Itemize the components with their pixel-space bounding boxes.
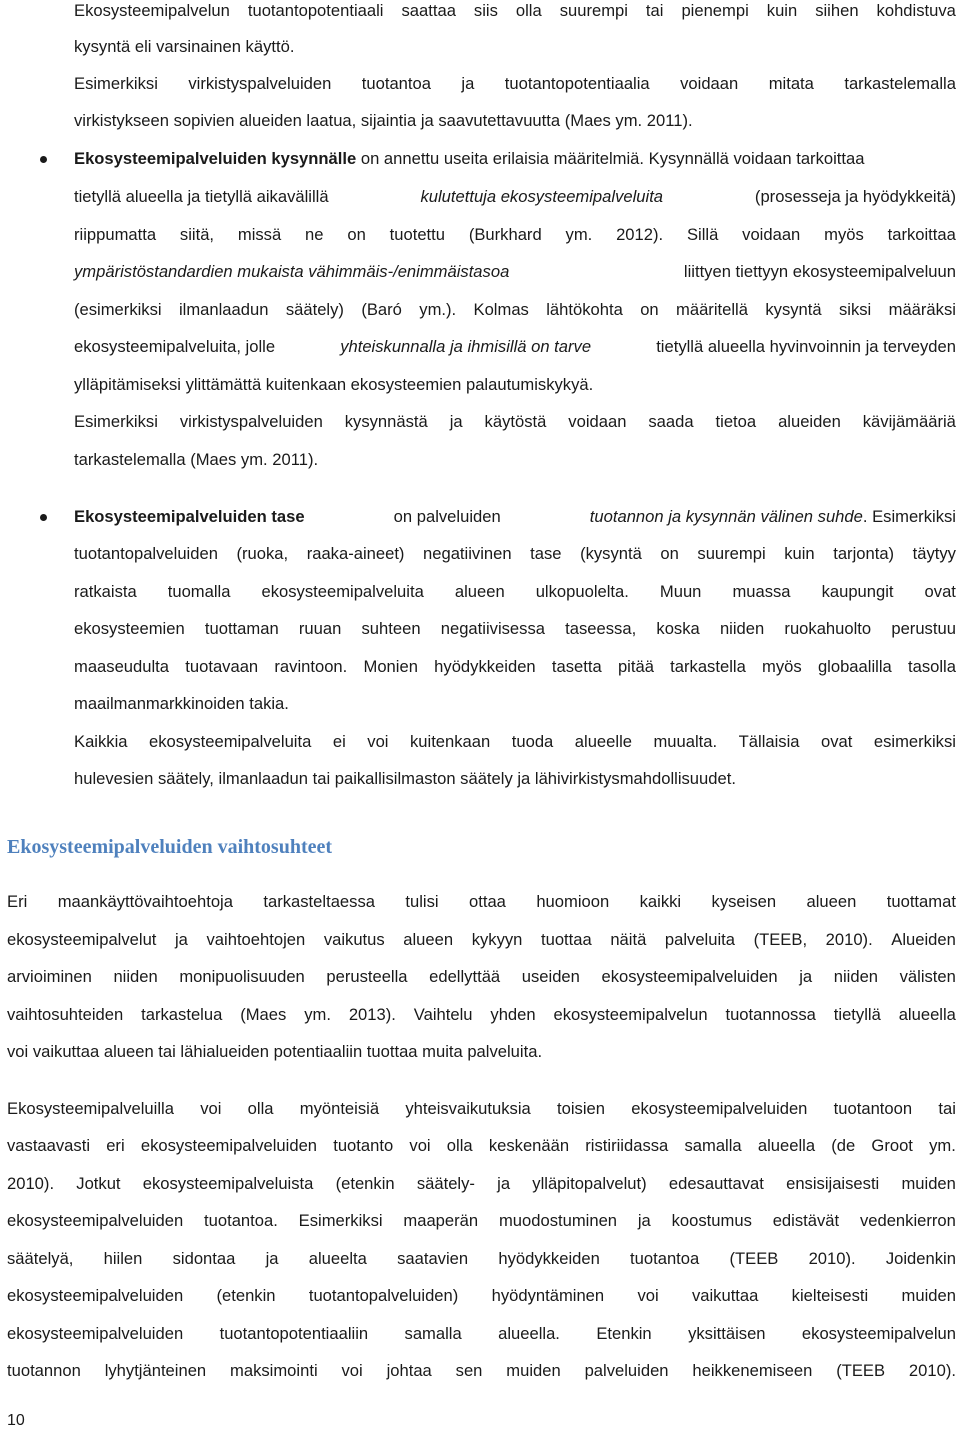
word: yhteisvaikutuksia — [405, 1099, 531, 1118]
word: saattaa — [401, 1, 456, 20]
word: (Burkhard — [468, 225, 542, 244]
word: missä — [237, 225, 282, 244]
word: (TEEB — [729, 1249, 779, 1268]
word: (Baró — [361, 300, 402, 319]
word: voidaan — [680, 74, 739, 93]
word: suurempi — [559, 1, 628, 20]
word: Alueiden — [891, 930, 956, 949]
word: ym. — [929, 1136, 956, 1155]
word: vastaavasti — [7, 1136, 91, 1155]
word: ilmanlaadun — [178, 300, 269, 319]
word: alueen — [806, 892, 857, 911]
word: ekosysteemipalveluiden — [601, 967, 778, 986]
word: vaikutus — [323, 930, 385, 949]
word: edellyttää — [429, 967, 501, 986]
word: alueelle — [574, 732, 632, 751]
word: kysyntä — [765, 300, 822, 319]
word: Esimerkiksi — [74, 74, 158, 93]
word: ym. — [304, 1005, 331, 1024]
word: siis — [473, 1, 498, 20]
word: tuotettu — [389, 225, 445, 244]
word: tuotantopotentiaalia — [504, 74, 650, 93]
section-heading: Ekosysteemipalveluiden vaihtosuhteet — [7, 836, 333, 858]
text-segment: tietyllä alueella ja tietyllä aikavälillä — [74, 187, 329, 206]
text-line — [7, 1360, 956, 1382]
text-segment: ekosysteemipalveluita, jolle — [74, 337, 276, 356]
text-line — [7, 966, 956, 988]
text-line: ylläpitämiseksi ylittämättä kuitenkaan ekosysteemien palautumiskykyä. — [74, 375, 594, 394]
word: tarkastelua — [141, 1005, 223, 1024]
word: ulkopuolelta. — [535, 582, 629, 601]
bullet-point — [40, 156, 47, 163]
bullet-text: on palveluiden — [393, 507, 501, 526]
word: on — [347, 225, 366, 244]
word: tietoa — [715, 412, 757, 431]
word: kielteisesti — [791, 1286, 869, 1305]
word: ekosysteemipalveluita — [261, 582, 424, 601]
word: ovat — [924, 582, 956, 601]
word: ekosysteemipalveluiden — [7, 1286, 184, 1305]
word: olla — [515, 1, 542, 20]
word: (kysyntä — [580, 544, 642, 563]
word: tarkastelemalla — [844, 74, 956, 93]
text-segment: liittyen tiettyyn ekosysteemipalveluun — [683, 262, 956, 281]
word: eri — [106, 1136, 125, 1155]
word: arvioiminen — [7, 967, 92, 986]
word: ne — [305, 225, 324, 244]
word: 2010). — [825, 930, 873, 949]
text-line: kysyntä eli varsinainen käyttö. — [74, 37, 295, 56]
word: ekosysteemipalvelun — [801, 1324, 956, 1343]
word: monipuolisuuden — [179, 967, 305, 986]
word: voi — [341, 1361, 363, 1380]
word: ottaa — [469, 892, 506, 911]
word: määräksi — [888, 300, 956, 319]
word: säätely) — [285, 300, 344, 319]
word: tuotantoon — [833, 1099, 913, 1118]
word: kävijämääriä — [862, 412, 956, 431]
word: ensisijaisesti — [786, 1174, 880, 1193]
word: sidontaa — [172, 1249, 236, 1268]
word: tarjonta) — [833, 544, 895, 563]
text-line — [74, 656, 956, 678]
word: Groot — [871, 1136, 913, 1155]
word: ekosysteemipalveluiden — [631, 1099, 808, 1118]
word: ravintoon. — [274, 657, 348, 676]
word: kuin — [784, 544, 815, 563]
word: voi — [637, 1286, 659, 1305]
word: tarkastella — [670, 657, 746, 676]
word: vedenkierron — [859, 1211, 956, 1230]
italic-term: ympäristöstandardien mukaista vähimmäis-/enimmäistasoa — [74, 262, 510, 281]
text-line — [74, 261, 956, 283]
word: tuotannon — [7, 1361, 81, 1380]
word: alueella — [898, 1005, 956, 1024]
word: ekosysteemipalvelut — [7, 930, 157, 949]
text-line — [74, 73, 956, 95]
word: välisten — [899, 967, 956, 986]
word: 2013). — [348, 1005, 396, 1024]
text-line: tarkastelemalla (Maes ym. 2011). — [74, 450, 319, 469]
word: mitata — [768, 74, 814, 93]
text-line: virkistykseen sopivien alueiden laatua, sijaintia ja saavutettavuutta (Maes ym. 2011). — [74, 111, 693, 130]
word: hiilen — [103, 1249, 143, 1268]
word: huomioon — [536, 892, 610, 911]
word: tarkoittaa — [887, 225, 956, 244]
word: (de — [831, 1136, 856, 1155]
word: siitä, — [179, 225, 215, 244]
text-line — [74, 731, 956, 753]
word: (TEEB — [836, 1361, 886, 1380]
word: riippumatta — [74, 225, 157, 244]
word: voi — [367, 732, 389, 751]
word: ristiriidassa — [585, 1136, 669, 1155]
word: tai — [645, 1, 664, 20]
word: keskenään — [488, 1136, 570, 1155]
word: (etenkin — [216, 1286, 276, 1305]
word: käytöstä — [484, 412, 547, 431]
text-line — [7, 891, 956, 913]
word: voidaan — [568, 412, 627, 431]
word: ylläpitopalvelut) — [532, 1174, 647, 1193]
word: vaihtoehtojen — [206, 930, 306, 949]
word: tarkasteltaessa — [263, 892, 375, 911]
word: pitää — [617, 657, 654, 676]
word: tulisi — [405, 892, 439, 911]
text-line: voi vaikuttaa alueen tai lähialueiden potentiaaliin tuottaa muita palveluita. — [7, 1042, 543, 1061]
word: muassa — [732, 582, 791, 601]
word: tuotantopotentiaaliin — [219, 1324, 369, 1343]
word: saatavien — [397, 1249, 469, 1268]
word: Kaikkia — [74, 732, 128, 751]
word: Jotkut — [76, 1174, 121, 1193]
bullet-point — [40, 514, 47, 521]
word: yksittäisen — [688, 1324, 766, 1343]
word: vaihtosuhteiden — [7, 1005, 124, 1024]
word: tuottaman — [204, 619, 279, 638]
word: sen — [455, 1361, 483, 1380]
bullet-term: Ekosysteemipalveluiden tase — [74, 507, 305, 526]
word: palveluiden — [584, 1361, 669, 1380]
word: Kolmas — [473, 300, 529, 319]
word: ekosysteemipalveluiden — [140, 1136, 318, 1155]
word: Monien — [363, 657, 418, 676]
text-line — [74, 336, 956, 358]
word: myös — [824, 225, 864, 244]
word: samalla — [684, 1136, 742, 1155]
word: säätely- — [416, 1174, 475, 1193]
word: alueen — [403, 930, 454, 949]
word: kyseisen — [711, 892, 777, 911]
word: (ruoka, — [236, 544, 289, 563]
word: (TEEB, — [753, 930, 808, 949]
word: yhden — [490, 1005, 536, 1024]
word: on — [640, 300, 659, 319]
word: suurempi — [697, 544, 766, 563]
word: tuotantoa — [630, 1249, 700, 1268]
word: ja — [461, 74, 475, 93]
word: lyhytjänteinen — [104, 1361, 207, 1380]
text-line — [74, 618, 956, 640]
text-line — [74, 0, 956, 22]
word: esimerkiksi — [873, 732, 956, 751]
word: ja — [799, 967, 813, 986]
text-line — [74, 581, 956, 603]
bullet-text-cont: Kysynnällä voidaan tarkoittaa — [644, 149, 865, 168]
word: muiden — [506, 1361, 561, 1380]
word: ekosysteemipalveluita — [149, 732, 312, 751]
word: maaseudulta — [74, 657, 170, 676]
text-line — [7, 929, 956, 951]
word: hyödykkeiden — [434, 657, 536, 676]
word: Tällaisia — [738, 732, 800, 751]
word: Ekosysteemipalveluilla — [7, 1099, 174, 1118]
text-line — [7, 1210, 956, 1232]
word: on — [660, 544, 679, 563]
text-line — [74, 543, 956, 565]
word: 2012). — [616, 225, 664, 244]
word: tuotavaan — [185, 657, 259, 676]
word: (etenkin — [335, 1174, 395, 1193]
word: ovat — [821, 732, 853, 751]
word: tasolla — [907, 657, 956, 676]
word: 2010). — [908, 1361, 956, 1380]
word: ei — [332, 732, 346, 751]
word: maaperän — [403, 1211, 479, 1230]
word: täytyy — [912, 544, 956, 563]
word: ekosysteemipalveluiden — [7, 1211, 184, 1230]
text-segment: tietyllä alueella hyvinvoinnin ja terveyden — [656, 337, 956, 356]
word: ym.). — [419, 300, 457, 319]
text-line — [74, 224, 956, 246]
word: ratkaista — [74, 582, 137, 601]
word: maksimointi — [230, 1361, 318, 1380]
italic-term: kulutettuja ekosysteemipalveluita — [420, 187, 664, 206]
word: muiden — [901, 1286, 956, 1305]
word: ekosysteemipalveluista — [142, 1174, 314, 1193]
word: ja — [175, 930, 188, 949]
word: tase — [530, 544, 562, 563]
text-line — [7, 1098, 956, 1120]
word: voi — [409, 1136, 431, 1155]
text-line — [7, 1004, 956, 1026]
word: Vaihtelu — [413, 1005, 473, 1024]
word: tuotannossa — [725, 1005, 816, 1024]
word: tuoda — [511, 732, 554, 751]
bullet-term: Ekosysteemipalveluiden kysynnälle — [74, 149, 357, 168]
text-line — [74, 411, 956, 433]
word: toisien — [557, 1099, 605, 1118]
word: maankäyttövaihtoehtoja — [57, 892, 233, 911]
word: alueella. — [498, 1324, 560, 1343]
bullet-text: on annettu useita erilaisia määritelmiä. — [356, 149, 645, 168]
word: Muun — [659, 582, 702, 601]
word: 2010). — [808, 1249, 856, 1268]
text-line: hulevesien säätely, ilmanlaadun tai paikallisilmaston säätely ja lähivirkistysmahdollisuudet. — [74, 769, 736, 788]
word: ekosysteemipalveluiden — [7, 1324, 184, 1343]
word: ja — [265, 1249, 279, 1268]
page-number: 10 — [7, 1412, 25, 1429]
word: koostumus — [671, 1211, 752, 1230]
word: muualta. — [653, 732, 718, 751]
word: johtaa — [386, 1361, 432, 1380]
word: Ekosysteemipalvelun — [74, 1, 230, 20]
text-line — [7, 1173, 956, 1195]
text-line — [7, 1248, 956, 1270]
word: negatiivisessa — [440, 619, 545, 638]
word: tuottamat — [886, 892, 956, 911]
word: raaka-aineet) — [306, 544, 405, 563]
word: ja — [449, 412, 463, 431]
word: Eri — [7, 892, 28, 911]
word: myönteisiä — [299, 1099, 380, 1118]
word: tuotantoa. — [204, 1211, 278, 1230]
word: saada — [648, 412, 694, 431]
word: ruuan — [298, 619, 342, 638]
word: määritellä — [676, 300, 748, 319]
word: ja — [637, 1211, 651, 1230]
word: kohdistuva — [876, 1, 956, 20]
word: vaikuttaa — [691, 1286, 759, 1305]
word: 2010). — [7, 1174, 55, 1193]
word: edistävät — [772, 1211, 840, 1230]
word: tuomalla — [167, 582, 231, 601]
word: perusteella — [326, 967, 408, 986]
word: Joidenkin — [885, 1249, 956, 1268]
bullet-line — [74, 148, 956, 170]
word: Etenkin — [596, 1324, 652, 1343]
word: lähtökohta — [546, 300, 623, 319]
word: alueella — [757, 1136, 816, 1155]
word: koska — [656, 619, 700, 638]
word: olla — [446, 1136, 473, 1155]
italic-term: tuotannon ja kysynnän välinen suhde — [589, 507, 863, 526]
text-segment: . Esimerkiksi — [862, 507, 956, 526]
word: kaikki — [639, 892, 682, 911]
word: globaalilla — [817, 657, 892, 676]
word: voidaan — [742, 225, 801, 244]
text-line — [7, 1285, 956, 1307]
word: näitä — [610, 930, 647, 949]
word: muiden — [901, 1174, 956, 1193]
word: pienempi — [681, 1, 749, 20]
text-line — [74, 186, 956, 208]
word: kysynnästä — [344, 412, 428, 431]
word: tuottaa — [540, 930, 592, 949]
word: Esimerkiksi — [74, 412, 158, 431]
word: alueelta — [308, 1249, 367, 1268]
word: kaupungit — [821, 582, 894, 601]
word: alueiden — [778, 412, 841, 431]
word: ekosysteemipalvelun — [553, 1005, 708, 1024]
word: ym. — [565, 225, 593, 244]
text-segment: (prosesseja ja hyödykkeitä) — [754, 187, 956, 206]
word: niiden — [113, 967, 158, 986]
word: siksi — [838, 300, 872, 319]
text-line — [7, 1323, 956, 1345]
word: kykyyn — [471, 930, 523, 949]
word: tasetta — [551, 657, 602, 676]
word: tuotantoa — [361, 74, 431, 93]
word: samalla — [404, 1324, 462, 1343]
word: kuin — [766, 1, 798, 20]
word: alueen — [454, 582, 505, 601]
word: palveluita — [664, 930, 735, 949]
word: voi — [200, 1099, 222, 1118]
word: heikkenemiseen — [692, 1361, 813, 1380]
word: siihen — [815, 1, 859, 20]
word: tietyllä — [833, 1005, 881, 1024]
word: taseessa, — [565, 619, 637, 638]
text-line — [7, 1135, 956, 1157]
word: hyödykkeiden — [498, 1249, 600, 1268]
word: virkistyspalveluiden — [188, 74, 332, 93]
word: tuotantopalveluiden — [74, 544, 218, 563]
word: myös — [762, 657, 802, 676]
word: ja — [497, 1174, 511, 1193]
word: perustuu — [891, 619, 956, 638]
text-line — [74, 299, 956, 321]
word: (Maes — [240, 1005, 287, 1024]
word: useiden — [521, 967, 580, 986]
text-line: maailmanmarkkinoiden takia. — [74, 694, 289, 713]
word: muodostuminen — [498, 1211, 618, 1230]
word: hyödyntäminen — [491, 1286, 605, 1305]
word: kuitenkaan — [409, 732, 491, 751]
word: suhteen — [361, 619, 421, 638]
word: tuotanto — [333, 1136, 394, 1155]
word: ekosysteemien — [74, 619, 185, 638]
word: olla — [247, 1099, 274, 1118]
word: Esimerkiksi — [298, 1211, 383, 1230]
word: Sillä — [686, 225, 719, 244]
word: (esimerkiksi — [74, 300, 162, 319]
word: virkistyspalveluiden — [179, 412, 323, 431]
bullet-line — [74, 506, 956, 528]
word: säätelyä, — [7, 1249, 74, 1268]
italic-term: yhteiskunnalla ja ihmisillä on tarve — [340, 337, 592, 356]
word: negatiivinen — [423, 544, 512, 563]
word: tai — [938, 1099, 956, 1118]
word: tuotantopotentiaali — [247, 1, 384, 20]
word: ruokahuolto — [784, 619, 872, 638]
word: tuotantopalveluiden) — [308, 1286, 459, 1305]
word: edesauttavat — [668, 1174, 764, 1193]
word: niiden — [719, 619, 765, 638]
word: niiden — [833, 967, 879, 986]
